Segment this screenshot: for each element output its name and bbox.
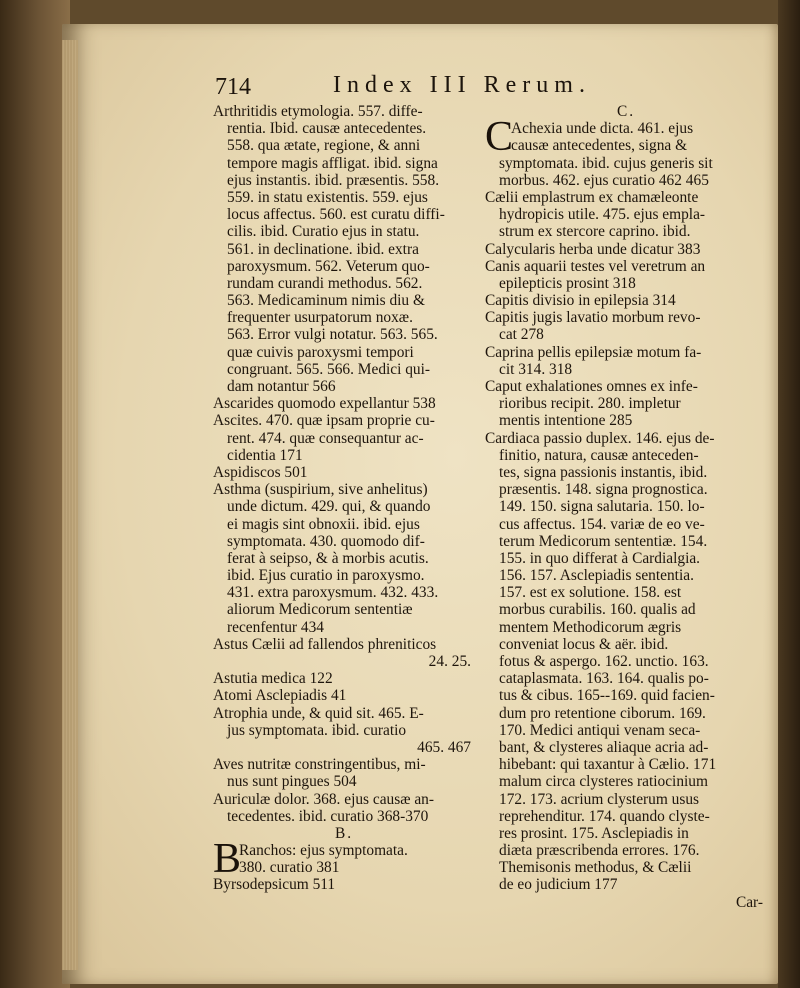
entry-line: ibid. Ejus curatio in paroxysmo. bbox=[227, 567, 425, 585]
entry-line: dum pro retentione ciborum. 169. bbox=[499, 704, 706, 722]
dropcap-letter: B bbox=[213, 836, 242, 883]
left-entries bbox=[213, 103, 475, 842]
dropcap-entry-b bbox=[213, 836, 475, 883]
entry-line: nus sunt pingues 504 bbox=[227, 773, 357, 791]
entry-line: Atrophia unde, & quid sit. 465. E- bbox=[213, 704, 424, 722]
entry-line: cus affectus. 154. variæ de eo ve- bbox=[499, 515, 705, 533]
entry-line: 563. Error vulgi notatur. 563. 565. bbox=[227, 326, 438, 344]
entry-line: cit 314. 318 bbox=[499, 360, 573, 378]
entry-line: Ranchos: ejus symptomata. bbox=[239, 842, 408, 860]
entry-line: ejus instantis. ibid. præsentis. 558. bbox=[227, 171, 440, 189]
entry-line: causæ antecedentes, signa & bbox=[511, 137, 688, 155]
entry-line: Ascarides quomodo expellantur 538 bbox=[213, 395, 436, 413]
entry-line: hibebant: qui taxantur à Cælio. 171 bbox=[499, 756, 717, 774]
entry-line: conveniat locus & aër. ibid. bbox=[499, 635, 669, 653]
entry-line: cataplasmata. 163. 164. qualis po- bbox=[499, 670, 709, 688]
entry-line: cidentia 171 bbox=[227, 446, 303, 464]
entry-line: tes, signa passionis instantis, ibid. bbox=[499, 463, 708, 481]
entry-line: cat 278 bbox=[499, 326, 544, 344]
entry-line: rent. 474. quæ consequantur ac- bbox=[227, 429, 424, 447]
entry-line: terum Medicorum sententiæ. 154. bbox=[499, 532, 708, 550]
entry-line: 465. 467 bbox=[417, 738, 471, 756]
entry-line: Caput exhalationes omnes ex infe- bbox=[485, 378, 698, 395]
entry-line: diæta præscribenda errores. 176. bbox=[499, 842, 700, 860]
entry-line: hydropicis utile. 475. ejus empla- bbox=[499, 206, 706, 224]
entry-line: Caprina pellis epilepsiæ motum fa- bbox=[485, 343, 702, 361]
entry-line: 563. Medicaminum nimis diu & bbox=[227, 292, 425, 310]
entry-line: quæ cuivis paroxysmi tempori bbox=[227, 343, 414, 361]
entry-line: Achexia unde dicta. 461. ejus bbox=[511, 120, 694, 138]
entry-line: 558. qua ætate, regione, & anni bbox=[227, 137, 421, 155]
entry-line: 431. extra paroxysmum. 432. 433. bbox=[227, 584, 439, 602]
entry-line: Aspidiscos 501 bbox=[213, 463, 308, 481]
entry-line: symptomata. ibid. cujus generis sit bbox=[499, 154, 713, 172]
entry-line: frequenter usurpatorum noxæ. bbox=[227, 309, 413, 327]
entry-line: rundam curandi methodus. 562. bbox=[227, 274, 423, 292]
entry-line: aliorum Medicorum sententiæ bbox=[227, 601, 413, 619]
book-spine-shadow bbox=[0, 0, 70, 988]
entry-line: mentis intentione 285 bbox=[499, 412, 633, 430]
entry-line: Themisonis methodus, & Cælii bbox=[499, 859, 692, 877]
page-edges bbox=[62, 40, 78, 970]
entry-line: 149. 150. signa salutaria. 150. lo- bbox=[499, 498, 705, 516]
entry-line: finitio, natura, causæ anteceden- bbox=[499, 446, 699, 464]
entry-line: 380. curatio 381 bbox=[239, 859, 340, 877]
entry-line: ei magis sint obnoxii. ibid. ejus bbox=[227, 515, 420, 533]
entry-line: Car- bbox=[735, 893, 763, 911]
entry-line: 155. in quo differat à Cardialgia. bbox=[499, 549, 701, 567]
entry-line: rentia. Ibid. causæ antecedentes. bbox=[227, 120, 427, 138]
entry-line: Atomi Asclepiadis 41 bbox=[213, 687, 347, 705]
entry-line: 156. 157. Asclepiadis sententia. bbox=[499, 567, 694, 585]
entry-line: Cardiaca passio duplex. 146. ejus de- bbox=[485, 429, 715, 447]
page-header bbox=[215, 70, 775, 104]
entry-line: Asthma (suspirium, sive anhelitus) bbox=[213, 481, 428, 499]
entry-line: ferat à seipso, & à morbis acutis. bbox=[227, 549, 429, 567]
entry-line: morbus. 462. ejus curatio 462 465 bbox=[499, 171, 709, 189]
book-right-edge bbox=[778, 0, 800, 988]
entry-line: res prosint. 175. Asclepiadis in bbox=[499, 824, 689, 842]
section-letter: C. bbox=[616, 103, 636, 120]
entry-line: strum ex stercore caprino. ibid. bbox=[499, 223, 691, 241]
entry-line: jus symptomata. ibid. curatio bbox=[227, 721, 407, 739]
entry-line: 559. in statu existentis. 559. ejus bbox=[227, 188, 428, 206]
entry-line: morbus curabilis. 160. qualis ad bbox=[499, 601, 696, 619]
entry-line: locus affectus. 560. est curatu diffi- bbox=[227, 206, 445, 224]
running-title: Index III Rerum. bbox=[333, 72, 591, 98]
entry-line: de eo judicium 177 bbox=[499, 876, 618, 894]
entry-line: Auriculæ dolor. 368. ejus causæ an- bbox=[213, 790, 434, 808]
dropcap-entry-c bbox=[485, 114, 767, 161]
entry-line: dam notantur 566 bbox=[227, 378, 336, 395]
left-tail-entries bbox=[213, 876, 475, 893]
entry-line: Canis aquarii testes vel veretrum an bbox=[485, 257, 706, 275]
left-column bbox=[213, 103, 475, 894]
entry-line: præsentis. 148. signa prognostica. bbox=[499, 481, 708, 499]
section-letter: B. bbox=[334, 824, 354, 842]
right-column bbox=[485, 103, 767, 911]
entry-line: 561. in declinatione. ibid. extra bbox=[227, 240, 419, 258]
entry-line: tempore magis affligat. ibid. signa bbox=[227, 154, 438, 172]
dropcap-letter: C bbox=[485, 114, 514, 161]
entry-line: epilepticis prosint 318 bbox=[499, 274, 636, 292]
entry-line: Capitis jugis lavatio morbum revo- bbox=[485, 309, 701, 327]
entry-line: 157. est ex solutione. 158. est bbox=[499, 584, 682, 602]
entry-line: Capitis divisio in epilepsia 314 bbox=[485, 292, 676, 310]
entry-line: bant, & clysteres aliaque acria ad- bbox=[499, 738, 709, 756]
right-entries bbox=[485, 155, 767, 911]
entry-line: tecedentes. ibid. curatio 368-370 bbox=[227, 807, 429, 825]
entry-line: mentem Methodicorum ægris bbox=[499, 618, 682, 636]
entry-line: paroxysmum. 562. Veterum quo- bbox=[227, 257, 430, 275]
entry-line: reprehenditur. 174. quando clyste- bbox=[499, 807, 710, 825]
entry-line: congruant. 565. 566. Medici qui- bbox=[227, 360, 431, 378]
entry-line: Byrsodepsicum 511 bbox=[213, 876, 336, 894]
entry-line: Arthritidis etymologia. 557. diffe- bbox=[213, 103, 423, 120]
entry-line: Astus Cælii ad fallendos phreniticos bbox=[213, 635, 437, 653]
entry-line: recenfentur 434 bbox=[227, 618, 324, 636]
entry-line: Astutia medica 122 bbox=[213, 670, 333, 688]
entry-line: tus & cibus. 165--169. quid facien- bbox=[499, 687, 715, 705]
entry-line: malum circa clysteres ratiocinium bbox=[499, 773, 708, 791]
entry-line: 172. 173. acrium clysterum usus bbox=[499, 790, 700, 808]
entry-line: fotus & aspergo. 162. unctio. 163. bbox=[499, 653, 709, 670]
entry-line: symptomata. 430. quomodo dif- bbox=[227, 532, 425, 550]
entry-line: Ascites. 470. quæ ipsam proprie cu- bbox=[213, 412, 435, 430]
entry-line: cilis. ibid. Curatio ejus in statu. bbox=[227, 223, 420, 241]
entry-line: Cælii emplastrum ex chamæleonte bbox=[485, 188, 699, 206]
entry-line: 170. Medici antiqui venam seca- bbox=[499, 721, 701, 739]
entry-line: Calycularis herba unde dicatur 383 bbox=[485, 240, 701, 258]
entry-line: 24. 25. bbox=[428, 653, 471, 670]
entry-line: unde dictum. 429. qui, & quando bbox=[227, 498, 431, 516]
entry-line: rioribus recipit. 280. impletur bbox=[499, 395, 681, 413]
entry-line: Aves nutritæ constringentibus, mi- bbox=[213, 756, 426, 774]
page-number: 714 bbox=[215, 74, 251, 100]
